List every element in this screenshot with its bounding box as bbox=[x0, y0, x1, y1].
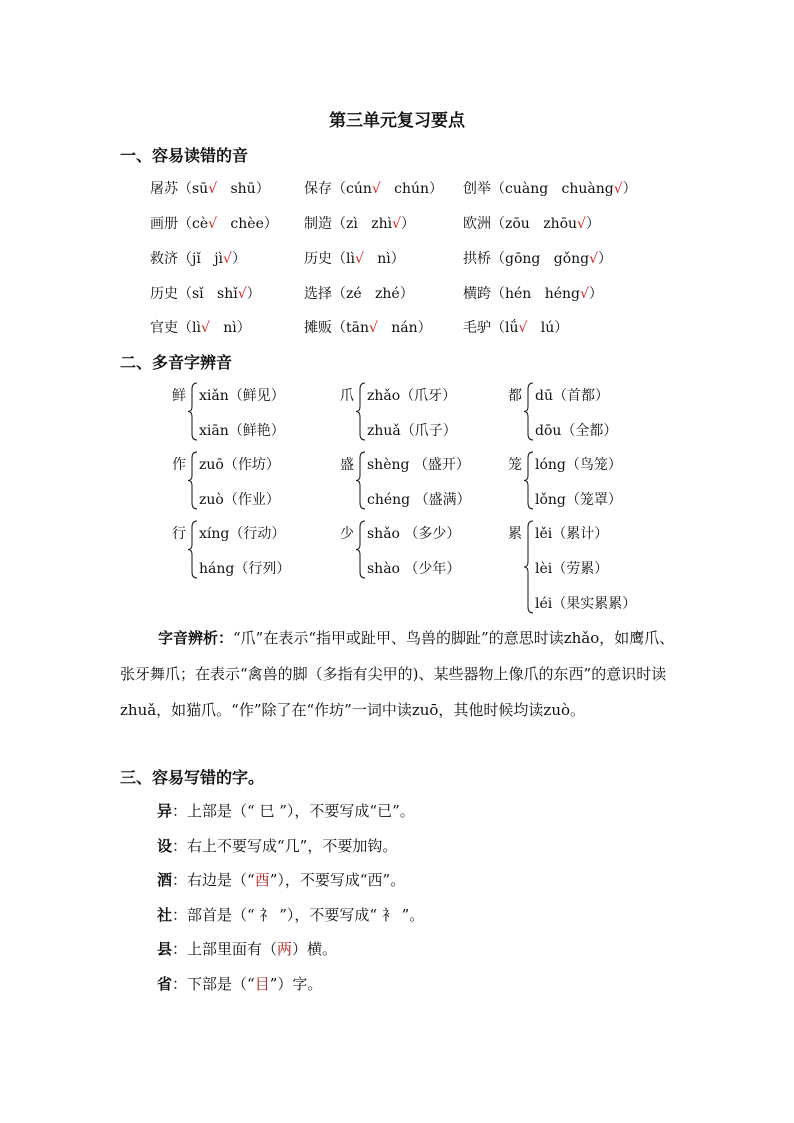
option-a: gōng bbox=[505, 251, 541, 267]
entry-word: 画册 bbox=[150, 216, 178, 232]
option-b: zhōu bbox=[543, 216, 578, 232]
brace-symbol bbox=[356, 452, 366, 509]
option-b: nì bbox=[377, 251, 391, 267]
writing-item bbox=[157, 904, 424, 925]
entry-word: 欧洲 bbox=[463, 216, 491, 232]
polyphone-reading: xiān（鲜艳） bbox=[199, 423, 285, 439]
brace-symbol bbox=[188, 521, 198, 578]
check-mark: √ bbox=[392, 216, 402, 232]
brace-path bbox=[524, 521, 533, 613]
polyphone-reading: shèng （盛开） bbox=[367, 457, 470, 473]
section2-heading: 二、多音字辨音 bbox=[120, 353, 233, 372]
check-mark: √ bbox=[237, 286, 247, 302]
polyphone-reading: dōu（全都） bbox=[535, 423, 618, 439]
option-a: tān bbox=[346, 320, 369, 336]
option-b: lú bbox=[540, 320, 555, 336]
item-text-1: ：右边是（“ bbox=[172, 871, 255, 889]
brace-path bbox=[356, 521, 365, 578]
item-text-2: ”），不要写成“已”。 bbox=[274, 802, 415, 820]
entry-word: 历史 bbox=[150, 286, 178, 302]
check-mark: √ bbox=[577, 216, 586, 232]
option-b: shǐ bbox=[217, 286, 238, 302]
polyphone-reading: lěi（累计） bbox=[535, 526, 609, 542]
pinyin-entry: 拱桥（gōng gǒng√） bbox=[463, 251, 613, 267]
option-b: shū bbox=[230, 181, 256, 197]
option-a: zōu bbox=[505, 216, 530, 232]
polyphone-char: 盛 bbox=[340, 457, 354, 473]
item-text-2: ”）字。 bbox=[269, 974, 323, 993]
polyphone-reading: léi（果实累累） bbox=[535, 596, 637, 612]
writing-item bbox=[157, 869, 405, 890]
brace-symbol bbox=[524, 383, 534, 440]
check-mark: √ bbox=[369, 320, 378, 336]
pinyin-entry: 屠苏（sū√ shū） bbox=[150, 181, 270, 197]
polyphone-reading: chéng （盛满） bbox=[367, 492, 471, 508]
polyphone-reading: shǎo （多少） bbox=[367, 526, 461, 542]
item-char: 酒 bbox=[157, 871, 173, 889]
entry-word: 制造 bbox=[304, 216, 332, 232]
writing-item bbox=[157, 835, 397, 856]
polyphone-reading: shào （少年） bbox=[367, 561, 461, 577]
item-text-2: ”），不要写成“ 衤 ”。 bbox=[274, 905, 425, 924]
brace-path bbox=[524, 383, 533, 440]
entry-word: 保存 bbox=[304, 181, 332, 197]
polyphone-reading: lóng（鸟笼） bbox=[535, 457, 622, 473]
brace-path bbox=[356, 383, 365, 440]
item-text-1: ：下部是（“ bbox=[172, 974, 255, 993]
item-answer: 巳 bbox=[259, 802, 275, 820]
entry-word: 选择 bbox=[304, 286, 332, 302]
brace-symbol bbox=[356, 383, 366, 440]
polyphone-char: 累 bbox=[508, 526, 522, 542]
item-answer: 两 bbox=[277, 940, 293, 958]
writing-item bbox=[157, 800, 415, 821]
pinyin-entry: 毛驴（lǘ√ lú） bbox=[463, 320, 569, 336]
option-a: cún bbox=[346, 181, 372, 197]
item-answer: 目 bbox=[254, 974, 270, 993]
pinyin-entry: 欧洲（zōu zhōu√） bbox=[463, 216, 600, 232]
item-text-1: ：上部是（“ bbox=[172, 802, 260, 820]
polyphone-reading: xíng（行动） bbox=[199, 526, 286, 542]
item-char: 社 bbox=[157, 905, 173, 924]
option-a: lì bbox=[346, 251, 355, 267]
writing-item bbox=[157, 973, 322, 994]
check-mark: √ bbox=[354, 251, 364, 267]
polyphone-reading: zuō（作坊） bbox=[199, 457, 280, 473]
entry-word: 屠苏 bbox=[150, 181, 178, 197]
option-b: zhé bbox=[375, 286, 400, 302]
check-mark: √ bbox=[208, 216, 218, 232]
item-answer: 酉 bbox=[254, 871, 270, 889]
option-a: lì bbox=[192, 320, 201, 336]
section3-heading: 三、容易写错的字。 bbox=[120, 768, 265, 787]
check-mark: √ bbox=[200, 320, 210, 336]
brace-symbol bbox=[524, 521, 534, 613]
polyphone-char: 鲜 bbox=[172, 388, 186, 404]
item-text-1: ：部首是（“ bbox=[172, 905, 260, 924]
entry-word: 拱桥 bbox=[463, 251, 491, 267]
brace-symbol bbox=[188, 383, 198, 440]
option-b: gǒng bbox=[553, 251, 590, 267]
brace-symbol bbox=[524, 452, 534, 509]
polyphone-reading: lǒng（笼罩） bbox=[535, 492, 622, 508]
check-mark: √ bbox=[208, 181, 218, 197]
option-b: jì bbox=[214, 251, 224, 267]
entry-word: 历史 bbox=[304, 251, 332, 267]
polyphone-char: 都 bbox=[508, 388, 522, 404]
item-answer: 礻 bbox=[259, 905, 275, 924]
polyphone-reading: háng（行列） bbox=[199, 561, 291, 577]
entry-word: 横跨 bbox=[463, 286, 491, 302]
pinyin-entry: 制造（zì zhì√） bbox=[304, 216, 416, 232]
brace-path bbox=[524, 452, 533, 509]
note-body: “爪”在表示“指甲或趾甲、鸟兽的脚趾”的意思时读zhǎo，如鹰爪、张牙舞爪；在表示“禽兽的脚（多指有尖甲的)、某些器物上像爪的东西”的意识时读zhuǎ，如猫爪。“作”除了在“作坊”一词中读zuō，其他时候均读zuò。 bbox=[120, 629, 675, 719]
pinyin-entry: 选择（zé zhé） bbox=[304, 286, 414, 302]
polyphone-char: 少 bbox=[340, 526, 354, 542]
option-a: sǐ bbox=[192, 286, 204, 302]
pinyin-entry: 官吏（lì√ nì） bbox=[150, 320, 251, 336]
option-b: héng bbox=[544, 286, 580, 302]
entry-word: 救济 bbox=[150, 251, 178, 267]
section1-heading: 一、容易读错的音 bbox=[120, 146, 249, 165]
pinyin-entry: 摊贩（tān√ nán） bbox=[304, 320, 432, 336]
check-mark: √ bbox=[518, 320, 528, 336]
option-b: zhì bbox=[371, 216, 393, 232]
brace-path bbox=[188, 452, 197, 509]
check-mark: √ bbox=[371, 181, 381, 197]
option-a: cè bbox=[192, 216, 209, 232]
brace-symbol bbox=[356, 521, 366, 578]
polyphone-reading: zhǎo（爪牙） bbox=[367, 388, 457, 404]
option-a: hén bbox=[505, 286, 532, 302]
item-char: 县 bbox=[157, 940, 173, 958]
item-char: 省 bbox=[157, 974, 173, 993]
item-text-1: ：上部里面有（ bbox=[172, 940, 278, 958]
polyphone-reading: lèi（劳累） bbox=[535, 561, 609, 577]
polyphone-char: 笼 bbox=[508, 457, 522, 473]
entry-word: 创举 bbox=[463, 181, 491, 197]
brace-symbol bbox=[188, 452, 198, 509]
note-lead: 字音辨析： bbox=[158, 629, 234, 647]
polyphone-reading: xiǎn（鲜见） bbox=[199, 388, 285, 404]
entry-word: 摊贩 bbox=[304, 320, 332, 336]
check-mark: √ bbox=[613, 181, 623, 197]
writing-item bbox=[157, 938, 337, 959]
pinyin-entry: 救济（jǐ jì√） bbox=[150, 251, 246, 267]
page-title: 第三单元复习要点 bbox=[329, 111, 465, 131]
pronunciation-note bbox=[120, 620, 680, 728]
option-b: chèe bbox=[230, 216, 264, 232]
item-text-2: ”），不要写成“西”。 bbox=[269, 871, 406, 889]
brace-path bbox=[188, 383, 197, 440]
pinyin-entry: 保存（cún√ chún） bbox=[304, 181, 444, 197]
option-b: nì bbox=[223, 320, 237, 336]
check-mark: √ bbox=[589, 251, 599, 267]
polyphone-char: 行 bbox=[172, 526, 186, 542]
option-b: chún bbox=[394, 181, 430, 197]
option-a: lǘ bbox=[505, 320, 519, 336]
polyphone-char: 爪 bbox=[340, 388, 354, 404]
polyphone-reading: zhuǎ（爪子） bbox=[367, 423, 457, 439]
entry-word: 毛驴 bbox=[463, 320, 491, 336]
entry-word: 官吏 bbox=[150, 320, 178, 336]
pinyin-entry: 横跨（hén héng√） bbox=[463, 286, 603, 302]
item-char: 设 bbox=[157, 836, 173, 855]
polyphone-reading: zuò（作业） bbox=[199, 492, 280, 508]
pinyin-entry: 历史（lì√ nì） bbox=[304, 251, 405, 267]
pinyin-entry: 画册（cè√ chèe） bbox=[150, 216, 278, 232]
option-b: chuàng bbox=[561, 181, 614, 197]
option-a: cuàng bbox=[505, 181, 549, 197]
option-b: nán bbox=[391, 320, 418, 336]
option-a: jǐ bbox=[192, 251, 201, 267]
item-text-1: ：右上不要写成“几”，不要加钩。 bbox=[172, 836, 398, 855]
brace-path bbox=[356, 452, 365, 509]
pinyin-entry: 历史（sǐ shǐ√） bbox=[150, 286, 261, 302]
polyphone-reading: dū（首都） bbox=[535, 388, 609, 404]
polyphone-char: 作 bbox=[172, 457, 186, 473]
item-text-2: ）横。 bbox=[292, 940, 338, 958]
check-mark: √ bbox=[579, 286, 589, 302]
option-a: zé bbox=[346, 286, 362, 302]
pinyin-entry: 创举（cuàng chuàng√） bbox=[463, 181, 637, 197]
check-mark: √ bbox=[223, 251, 232, 267]
brace-path bbox=[188, 521, 197, 578]
option-a: zì bbox=[346, 216, 358, 232]
option-a: sū bbox=[192, 181, 209, 197]
item-char: 异 bbox=[157, 802, 173, 820]
